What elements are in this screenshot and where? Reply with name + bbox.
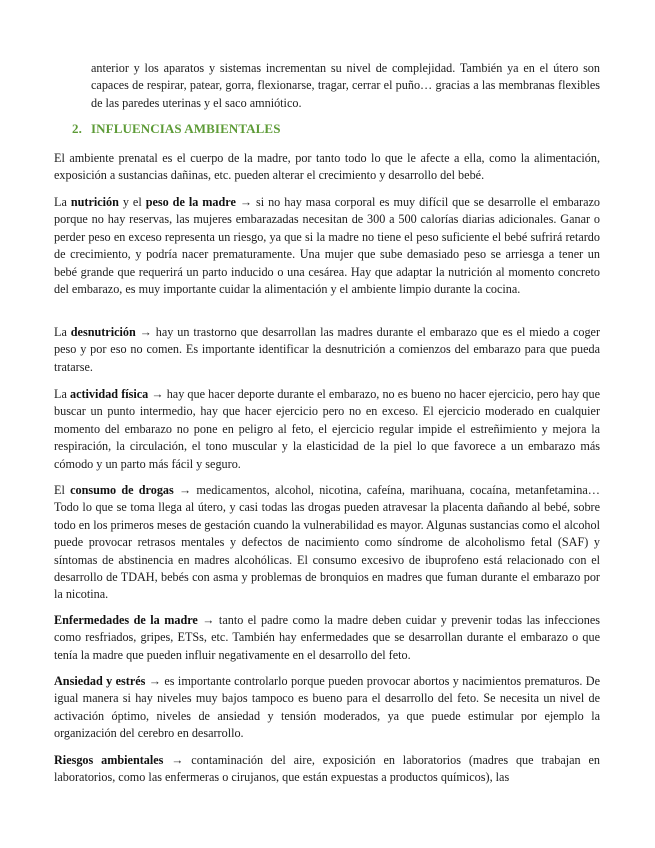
actividad-paragraph bbox=[54, 386, 600, 473]
peso-term: peso de la madre bbox=[145, 195, 236, 209]
nutricion-mid: y el bbox=[118, 195, 146, 209]
riesgos-text: → contaminación del aire, exposición en laboratorios (madres que trabajan en laboratorios, como las enfermeras o cirujanos, que están expuestas a productos químicos), las bbox=[54, 753, 601, 785]
enfermedades-term: Enfermedades de la madre bbox=[54, 613, 198, 627]
nutricion-term: nutrición bbox=[70, 195, 119, 209]
enfermedades-text: → tanto el padre como la madre deben cuidar y prevenir todas las infecciones como resfriados, gripes, ETSs, etc. También hay enfermedades que se desarrollan durante el embarazo o que tenía la madre que pueden influir negativamente en el desarrollo del feto. bbox=[54, 613, 600, 662]
drogas-text: → medicamentos, alcohol, nicotina, cafeína, marihuana, cocaína, metanfetamina… Todo lo que se toma llega al útero, y casi todas las drogas pueden atravesar la placenta dañando al bebé, sobre todo en los primeros meses de gestación cuando la vulnerabilidad es mayor. Algunas sustancias como el alcohol puede provocar retrasos mentales y defectos de nacimiento como síndrome de alcoholismo fetal (SAF) y síntomas de abstinencia en madres alcohólicas. El consumo excesivo de ibuprofeno está relacionado con el desarrollo de TDAH, bebés con asma y problemas de bronquios en madres que fuman durante el embarazo por la nicotina. bbox=[54, 483, 600, 602]
desnutricion-pre: La bbox=[54, 325, 71, 339]
nutricion-paragraph bbox=[54, 194, 600, 298]
drogas-term: consumo de drogas bbox=[70, 483, 174, 497]
actividad-term: actividad física bbox=[69, 387, 149, 401]
ansiedad-paragraph bbox=[54, 673, 600, 743]
desnutricion-term: desnutrición bbox=[70, 325, 136, 339]
section-number: 2. bbox=[72, 121, 82, 136]
drogas-pre: El bbox=[54, 483, 71, 497]
actividad-text: → hay que hacer deporte durante el embarazo, no es bueno no hacer ejercicio, pero hay que buscar un punto intermedio, hay que hacer ejercicio pero no en exceso. El ejercicio moderado en cualquier momento del embarazo no pone en peligro al feto, el ejercicio regular impide el estreñimiento y mejora la respiración, la circulación, el tono muscular y la elasticidad de la piel lo que favorece a un embarazo más cómodo y un parto más fácil y seguro. bbox=[54, 387, 600, 471]
section-heading bbox=[72, 120, 281, 138]
enfermedades-paragraph bbox=[54, 612, 600, 664]
section-title: INFLUENCIAS AMBIENTALES bbox=[91, 121, 281, 136]
intro-paragraph: El ambiente prenatal es el cuerpo de la madre, por tanto todo lo que le afecte a ella, como la alimentación, exposición a sustancias dañinas, etc. pueden alterar el crecimiento y desarrollo del bebé. bbox=[54, 151, 600, 183]
riesgos-paragraph bbox=[54, 752, 600, 787]
desnutricion-text: → hay un trastorno que desarrollan las madres durante el embarazo que es el miedo a coger peso y por eso no comen. Es importante identificar la desnutrición a comienzos del embarazo para que pueda tratarse. bbox=[54, 325, 601, 374]
nutricion-pre: La bbox=[54, 195, 71, 209]
ansiedad-text: → es importante controlarlo porque pueden provocar abortos y nacimientos prematuros. De igual manera si hay niveles muy bajos tampoco es bueno para el desarrollo del feto. Se necesita un nivel de activación óptimo, niveles de ansiedad y tensión moderados, ya que puede estimular por ejemplo la organización del cerebro en desarrollo. bbox=[54, 674, 600, 741]
nutricion-text: → si no hay masa corporal es muy difícil que se desarrolle el embarazo porque no hay reservas, las mujeres embarazadas necesitan de 300 a 500 calorías diarias adicionales. Ganar o perder peso en exceso representa un riesgo, ya que si la madre no tiene el peso suficiente el bebé sufrirá retardo de crecimiento, y podría nacer prematuramente. Una mujer que sube demasiado peso se arriesga a tener un bebé grande que requerirá un parto inducido o una cesárea. Hay que adaptar la nutrición al momento concreto del embarazo, es muy importante cuidar la alimentación y el ambiente limpio durante la cocina. bbox=[54, 195, 600, 297]
continuation-paragraph: anterior y los aparatos y sistemas incrementan su nivel de complejidad. También ya en el útero son capaces de respirar, patear, gorra, flexionarse, tragar, cerrar el puño… gracias a las membranas flexibles de las paredes uterinas y el saco amniótico. bbox=[91, 61, 600, 110]
riesgos-term: Riesgos ambientales bbox=[54, 753, 164, 767]
drogas-paragraph bbox=[54, 482, 600, 604]
actividad-pre: La bbox=[54, 387, 70, 401]
ansiedad-term: Ansiedad y estrés bbox=[54, 674, 146, 688]
desnutricion-paragraph bbox=[54, 324, 600, 376]
